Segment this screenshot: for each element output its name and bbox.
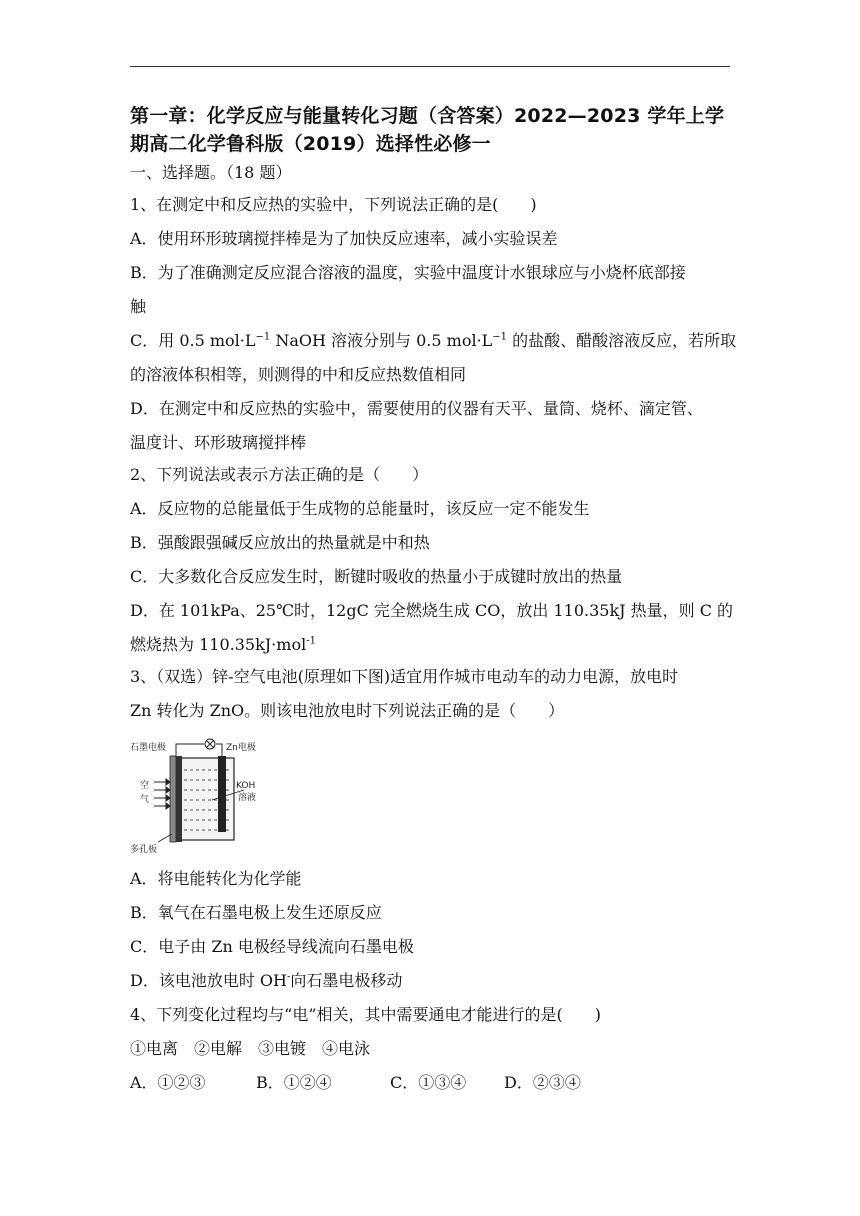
label-graphite-electrode: 石墨电极 xyxy=(130,743,167,753)
title-line-1: 第一章：化学反应与能量转化习题（含答案）2022—2023 学年上学 xyxy=(130,105,725,127)
graphite-electrode xyxy=(176,756,182,842)
q2-d-text: 燃烧热为 110.35kJ·mol xyxy=(130,635,307,654)
label-koh-2: 溶液 xyxy=(238,793,257,803)
q4-option-c: C．①③④ xyxy=(390,1073,467,1092)
q3-option-d xyxy=(130,968,740,991)
q2-option-d-line1: D．在 101kPa、25℃时，12gC 完全燃烧生成 CO，放出 110.35kJ 热量，则 C 的 xyxy=(130,601,734,620)
zinc-air-battery-diagram xyxy=(128,738,260,854)
q3-stem-line1: 3、（双选）锌-空气电池(原理如下图)适宜用作城市电动车的动力电源，放电时 xyxy=(130,667,679,686)
q4-option-b: B．①②④ xyxy=(256,1073,332,1092)
q1-option-b-line1: B．为了准确测定反应混合溶液的温度，实验中温度计水银球应与小烧杯底部接 xyxy=(130,263,686,282)
document-title xyxy=(130,102,736,158)
q1-stem: 1、在测定中和反应热的实验中，下列说法正确的是( ) xyxy=(130,195,537,214)
q3-d-text-1: D．该电池放电时 OH xyxy=(130,971,287,990)
q4-option-a: A．①②③ xyxy=(130,1073,206,1092)
label-air-2: 气 xyxy=(140,795,150,805)
q1-option-d-line2: 温度计、环形玻璃搅拌棒 xyxy=(130,433,307,452)
q2-option-a: A．反应物的总能量低于生成物的总能量时，该反应一定不能发生 xyxy=(130,499,590,518)
q4-stem: 4、下列变化过程均与“电”相关，其中需要通电才能进行的是( ) xyxy=(130,1005,602,1024)
q1-c-text-2: NaOH 溶液分别与 0.5 mol·L xyxy=(270,331,493,350)
label-zn-electrode: Zn电极 xyxy=(226,743,256,753)
q1-option-d-line1: D．在测定中和反应热的实验中，需要使用的仪器有天平、量筒、烧杯、滴定管、 xyxy=(130,399,703,418)
q1-c-sup-2: −1 xyxy=(492,331,508,343)
q2-d-sup: -1 xyxy=(306,635,316,647)
q2-option-c: C．大多数化合反应发生时，断键时吸收的热量小于成键时放出的热量 xyxy=(130,567,623,586)
porous-plate xyxy=(170,756,176,842)
q1-option-c-line1 xyxy=(130,328,740,351)
label-koh-1: KOH xyxy=(236,781,256,791)
q2-option-d-line2 xyxy=(130,632,740,655)
q4-option-d: D．②③④ xyxy=(504,1073,581,1092)
label-porous-plate: 多孔板 xyxy=(130,845,158,854)
q3-option-a: A．将电能转化为化学能 xyxy=(130,869,302,888)
label-air-1: 空 xyxy=(140,781,150,791)
header-rule xyxy=(130,66,730,67)
q1-option-b-line2: 触 xyxy=(130,297,147,316)
q3-d-sup: - xyxy=(287,971,291,983)
q1-option-a: A．使用环形玻璃搅拌棒是为了加快反应速率，减小实验误差 xyxy=(130,229,558,248)
q2-option-b: B．强酸跟强碱反应放出的热量就是中和热 xyxy=(130,533,430,552)
q1-c-sup-1: −1 xyxy=(255,331,271,343)
zn-electrode xyxy=(218,756,226,832)
q3-option-b: B．氧气在石墨电极上发生还原反应 xyxy=(130,903,382,922)
q2-stem: 2、下列说法或表示方法正确的是（ ） xyxy=(130,465,429,484)
q1-c-text-1: C．用 0.5 mol·L xyxy=(130,331,256,350)
section-heading: 一、选择题。（18 题） xyxy=(130,163,292,182)
q4-options xyxy=(130,1070,740,1093)
q4-items: ①电离 ②电解 ③电镀 ④电泳 xyxy=(130,1039,371,1058)
q3-d-text-2: 向石墨电极移动 xyxy=(290,971,403,990)
q3-stem-line2: Zn 转化为 ZnO。则该电池放电时下列说法正确的是（ ） xyxy=(130,701,565,720)
q1-option-c-line2: 的溶液体积相等，则测得的中和反应热数值相同 xyxy=(130,365,467,384)
q3-option-c: C．电子由 Zn 电极经导线流向石墨电极 xyxy=(130,937,414,956)
q1-c-text-3: 的盐酸、醋酸溶液反应，若所取 xyxy=(507,331,737,350)
title-line-2: 期高二化学鲁科版（2019）选择性必修一 xyxy=(130,133,491,155)
